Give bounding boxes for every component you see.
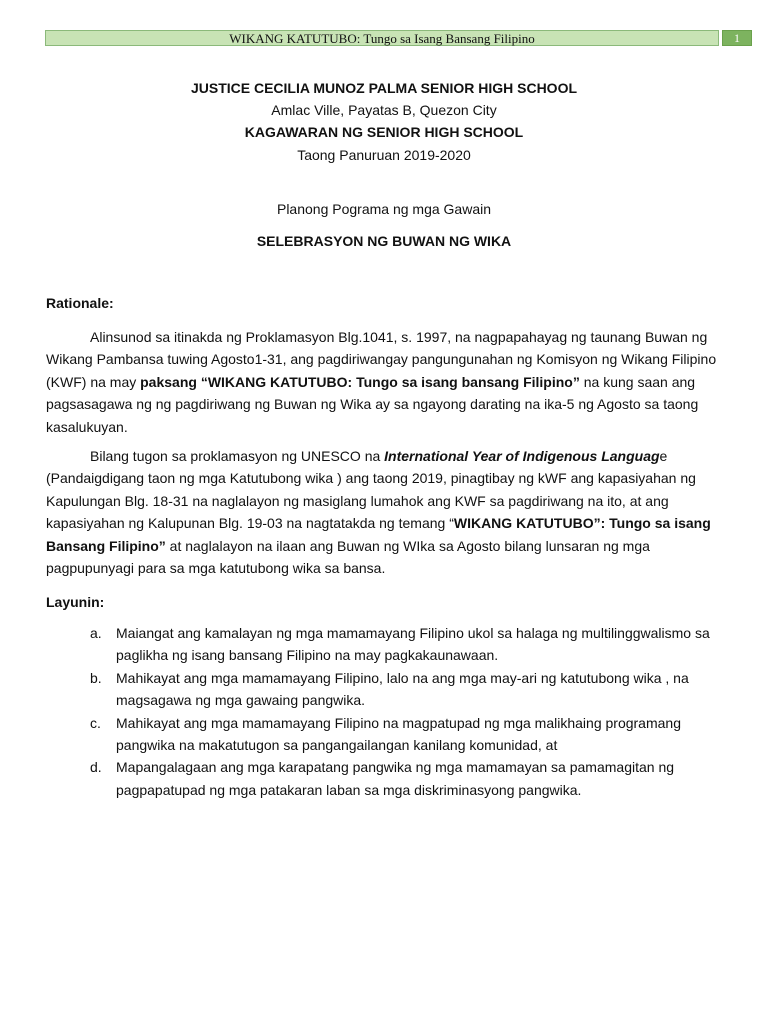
objective-text: Mahikayat ang mga mamamayang Filipino, lalo na ang mga may-ari ng katutubong wika , na magsagawa ng mga gawaing pangwika. [116,669,689,709]
objective-item [46,756,726,801]
rationale-heading: Rationale: [46,295,114,311]
objective-item [46,712,726,757]
objectives-heading: Layunin: [46,594,105,610]
rationale-p1-text-a: Alinsunod sa itinakda ng Proklamasyon Blg.1041, s. 1997, na nagpapahayag ng taunang Buwan ng Wikang Pambansa tuwing Agosto1-31, ang pagdiriwangay pangungunahan ng Komisyon ng Wikang Filipino (KWF) na may [46,329,717,390]
rationale-p2-text-b: e (Pandaigdigang taon ng mga Katutubong wika ) ang taong 2019, pinagtibay ng kWF ang kapasiyahan ng Kapulungan Blg. 18-31 na naglalayon ng masiglang lumahok ang KWF sa pagdiriwang na ito, at ang kapasiyahan ng Kalupunan Blg. 19-03 na nagtatakda ng temang “ [46,448,696,532]
objective-text: Mapangalagaan ang mga karapatang pangwika ng mga mamamayan sa pamamagitan ng pagpapatupad ng mga patakaran laban sa mga diskriminasyong pangwika. [116,759,675,798]
rationale-paragraph-2 [46,445,722,579]
objective-text: Maiangat ang kamalayan ng mga mamamayang Filipino ukol sa halaga ng multilinggwalismo sa paglikha ng isang bansang Filipino na may pagkakaunawaan. [116,625,710,664]
objective-text: Mahikayat ang mga mamamayang Filipino na magpatupad ng mga malikhaing programang pangwika na makatutugon sa pangangailangan kanilang komunidad, at [116,714,681,754]
objective-item [46,622,726,667]
rationale-p2-text-a: Bilang tugon sa proklamasyon ng UNESCO na [90,448,385,464]
department-name: KAGAWARAN NG SENIOR HIGH SCHOOL [244,124,524,140]
objective-marker: c. [90,714,101,731]
objective-marker: d. [90,759,102,776]
running-header: WIKANG KATUTUBO: Tungo sa Isang Bansang Filipino [45,30,719,46]
rationale-p2-unesco-title: International Year of Indigenous Languag [384,448,660,464]
objective-item [46,667,726,712]
objectives-list [46,622,726,801]
school-year: Taong Panuruan 2019-2020 [297,147,471,163]
rationale-p2-text-c: at naglalayon na ilaan ang Buwan ng WIka sa Agosto bilang lunsaran ng mga pagpupunyagi para sa mga katutubong wika sa bansa. [46,537,650,577]
rationale-p2-theme: WIKANG KATUTUBO”: Tungo sa isang Bansang Filipino” [46,515,711,554]
objective-marker: a. [90,625,102,641]
event-title: SELEBRASYON NG BUWAN NG WIKA [256,233,512,249]
plan-title: Planong Pograma ng mga Gawain [276,201,492,217]
objective-marker: b. [90,669,102,686]
school-address: Amlac Ville, Payatas B, Quezon City [271,102,497,118]
page-number-badge: 1 [722,30,752,46]
school-name: JUSTICE CECILIA MUNOZ PALMA SENIOR HIGH SCHOOL [190,80,578,96]
rationale-p1-theme: paksang “WIKANG KATUTUBO: Tungo sa isang bansang Filipino” [140,373,580,390]
rationale-paragraph-1 [46,326,722,438]
rationale-p1-text-b: na kung saan ang pagsasagawa ng ng pagdiriwang ng Buwan ng Wika ay sa ngayong darating na ika-5 ng Agosto sa taong kasalukuyan. [46,373,699,435]
